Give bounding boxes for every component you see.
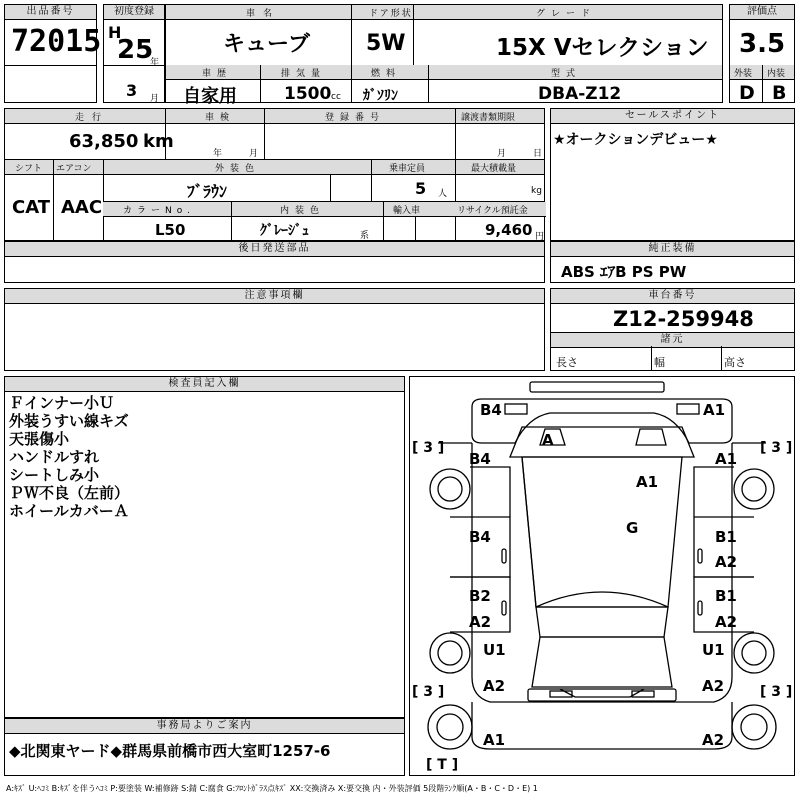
mark-b4-door: B4 (469, 528, 491, 546)
mark-u1-right: U1 (702, 641, 725, 659)
car-outline-diagram (410, 377, 794, 775)
tire-front-left: [ 3 ] (412, 440, 445, 456)
mark-b4-fender: B4 (469, 450, 491, 468)
inspection-label: 車検 (205, 113, 236, 123)
color-number-label: カラーNo. (123, 206, 195, 216)
interior-label: 内装 (767, 69, 786, 79)
tire-rear-right: [ 3 ] (760, 684, 793, 700)
inspector-notes-list (9, 394, 129, 520)
office-note: ◆北関東ヤード◆群馬県前橋市西大室町1257-6 (9, 742, 331, 760)
car-name-label: 車名 (246, 9, 281, 19)
chassis-label: 車台番号 (551, 289, 794, 304)
sales-point: ★オークションデビュー★ (553, 132, 718, 148)
mark-a2-rear-right: A2 (702, 677, 725, 695)
grade-label: グレード (536, 9, 597, 19)
inspector-note: 天張傷小 (9, 430, 70, 448)
fuel-type: ｶﾞｿﾘﾝ (363, 88, 398, 104)
recycle-deposit: 9,460 (485, 221, 533, 239)
inspector-note: シートしみ小 (9, 466, 100, 484)
sales-point-label: セールスポイント (551, 109, 794, 124)
inspector-note: ホイールカバーＡ (9, 502, 129, 520)
notes-label: 注意事項欄 (5, 289, 544, 304)
vehicle-info-box (165, 4, 723, 107)
delivery-parts-label: 後日発送部品 (5, 242, 544, 257)
shift-type: CAT (12, 197, 51, 218)
notes-box (4, 288, 545, 371)
interior-color-suffix: 系 (360, 231, 370, 241)
interior-color-label: 内装色 (280, 206, 326, 216)
fuel-label: 燃料 (371, 69, 402, 79)
length-label: 長さ (556, 356, 578, 369)
import-label: 輸入車 (393, 206, 421, 216)
mark-a2-rear-left: A2 (483, 677, 506, 695)
inspector-note: ハンドルすれ (9, 448, 100, 466)
tire-front-right: [ 3 ] (760, 440, 793, 456)
lot-number-box (4, 4, 102, 103)
era-year: 25 (117, 35, 154, 65)
recycle-deposit-label: リサイクル預託金 (457, 206, 528, 216)
transfer-day-unit: 日 (533, 149, 543, 159)
office-note-box (4, 718, 405, 776)
mark-u1-left: U1 (483, 641, 506, 659)
inspector-notes-label: 検査員記入欄 (5, 377, 404, 392)
capacity: 5 (415, 179, 427, 198)
first-registration-label: 初度登録 (104, 5, 164, 20)
spare-tire: [ T ] (426, 757, 459, 773)
mark-g-roof: G (626, 519, 639, 537)
mark-a1-hood: A1 (636, 473, 659, 491)
mark-a1-top: A1 (703, 401, 726, 419)
overall-score: 3.5 (739, 29, 786, 59)
mark-a2-door-right: A2 (715, 553, 738, 571)
door-type: 5W (366, 31, 406, 56)
month-unit: 月 (150, 94, 160, 104)
score-label: 評価点 (730, 5, 794, 20)
shift-label: シフト (15, 164, 43, 174)
aircon-label: エアコン (56, 164, 92, 174)
mark-a1-fender: A1 (715, 450, 738, 468)
inspector-note: ＰＷ不良（左前） (9, 484, 130, 502)
inspector-notes-box (4, 376, 405, 718)
era-letter: H (108, 23, 122, 42)
door-label: ドア形状 (369, 9, 413, 19)
mark-b1-rear-door: B1 (715, 587, 737, 605)
displacement-label: 排気量 (281, 69, 327, 79)
first-registration-box (103, 4, 165, 103)
office-note-label: 事務局よりご案内 (5, 719, 404, 734)
mark-a1-bumper: A1 (483, 731, 506, 749)
car-name: キューブ (223, 32, 310, 57)
exterior-label: 外装 (734, 69, 753, 79)
equipment-box (550, 241, 795, 283)
damage-legend: A:ｷｽﾞ U:ﾍｺﾐ B:ｷｽﾞを伴うﾍｺﾐ P:要塗装 W:補修跡 S:錆 C:腐食 G:ﾌﾛﾝﾄｶﾞﾗｽ点ｷｽﾞ XX:交換済み X:要交換 内・外装評価 5段階ﾗﾝｸ順(A・B・C・D・E) 1 (6, 784, 538, 793)
transfer-month-unit: 月 (497, 149, 507, 159)
score-box (729, 4, 795, 103)
mileage-label: 走行 (75, 113, 110, 123)
car-history: 自家用 (183, 86, 237, 107)
max-load-unit: kg (531, 186, 542, 196)
inspector-note: Ｆインナー小Ｕ (9, 394, 115, 412)
tire-rear-left: [ 3 ] (412, 684, 445, 700)
height-label: 高さ (724, 356, 746, 369)
interior-grade: B (772, 82, 787, 104)
exterior-grade: D (739, 82, 755, 104)
mark-a2-door-left: A2 (469, 613, 492, 631)
mark-a-windshield: A (542, 431, 554, 449)
mark-b1-door: B1 (715, 528, 737, 546)
color-number: L50 (155, 221, 186, 239)
model-label: 型式 (551, 69, 582, 79)
max-load-label: 最大積載量 (471, 164, 517, 174)
mark-b2-rear-door: B2 (469, 587, 491, 605)
history-label: 車歴 (202, 69, 233, 79)
displacement-unit: cc (331, 92, 341, 102)
width-label: 幅 (654, 356, 665, 369)
inspector-note: 外装うすい線キズ (9, 412, 129, 430)
registration-number-label: 登録番号 (325, 113, 386, 123)
info-grid (4, 108, 545, 241)
exterior-color: ﾌﾞﾗｳﾝ (187, 182, 228, 201)
inspection-year-unit: 年 (213, 149, 223, 159)
grade: 15X Vセレクション (496, 35, 709, 61)
mileage: 63,850 (69, 131, 139, 152)
chassis-box (550, 288, 795, 371)
equipment-label: 純正装備 (551, 242, 794, 257)
exterior-color-label: 外装色 (215, 164, 261, 174)
year-unit: 年 (150, 58, 160, 68)
delivery-parts-box (4, 241, 545, 283)
specs-label: 諸元 (551, 332, 794, 348)
interior-color: ｸﾞﾚｰｼﾞｭ (260, 223, 309, 239)
mileage-unit: km (143, 131, 174, 152)
mark-a2-bumper: A2 (702, 731, 725, 749)
inspection-month-unit: 月 (249, 149, 259, 159)
transfer-deadline-label: 譲渡書類期限 (461, 113, 516, 123)
capacity-label: 乗車定員 (389, 164, 426, 174)
damage-diagram (409, 376, 795, 776)
recycle-unit: 円 (535, 232, 545, 242)
capacity-unit: 人 (438, 189, 448, 199)
mark-a2-rear-door-right: A2 (715, 613, 738, 631)
mark-b4-top: B4 (480, 401, 502, 419)
lot-number: 72015 (11, 24, 102, 59)
displacement: 1500 (284, 84, 332, 104)
chassis-number: Z12-259948 (613, 307, 754, 331)
sales-point-box (550, 108, 795, 241)
registration-month: 3 (126, 81, 138, 100)
aircon-type: AAC (61, 197, 103, 218)
equipment: ABS ｴｱB PS PW (561, 263, 687, 281)
model-code: DBA-Z12 (538, 84, 622, 104)
lot-number-label: 出品番号 (5, 5, 96, 20)
